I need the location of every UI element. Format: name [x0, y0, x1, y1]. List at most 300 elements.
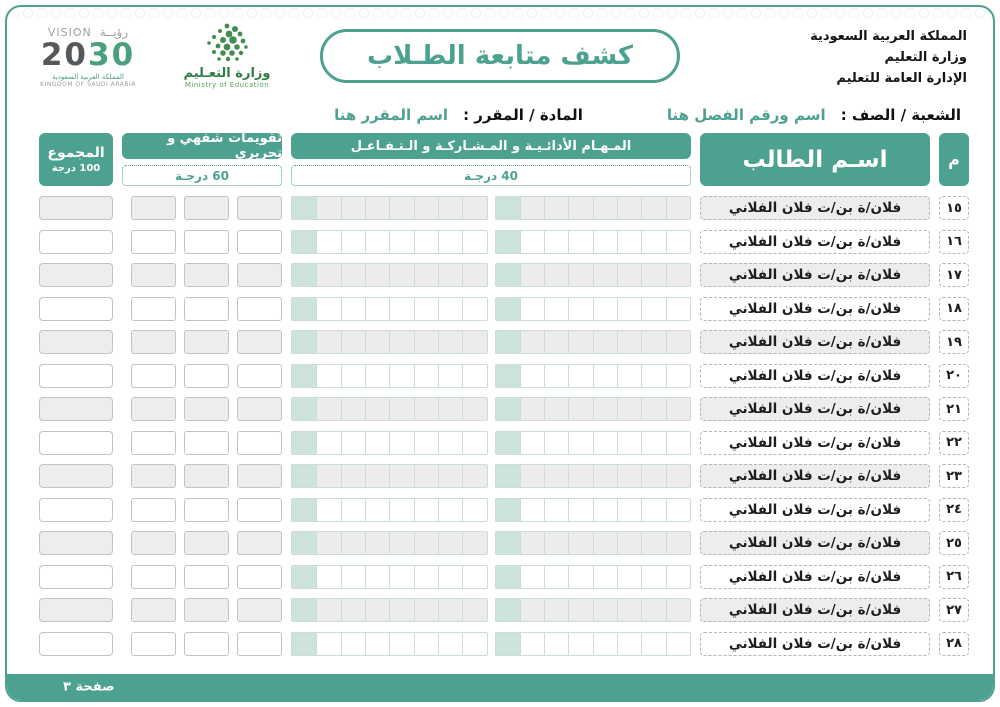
task-cell[interactable] [316, 465, 340, 487]
task-cell[interactable] [462, 432, 486, 454]
task-cell[interactable] [496, 499, 520, 521]
task-cell[interactable] [544, 633, 568, 655]
task-cell[interactable] [365, 633, 389, 655]
assessment-box[interactable] [237, 330, 282, 354]
assessment-box[interactable] [184, 598, 229, 622]
row-number: ٢٨ [939, 632, 969, 656]
task-cell[interactable] [666, 197, 690, 219]
task-cell[interactable] [496, 532, 520, 554]
task-cell[interactable] [462, 599, 486, 621]
task-cell[interactable] [389, 532, 413, 554]
task-cell[interactable] [414, 231, 438, 253]
task-cell[interactable] [568, 298, 592, 320]
task-cell[interactable] [389, 365, 413, 387]
assessment-box[interactable] [237, 364, 282, 388]
assessment-box[interactable] [237, 297, 282, 321]
task-cell[interactable] [666, 365, 690, 387]
task-cell[interactable] [316, 298, 340, 320]
total-box[interactable] [39, 632, 113, 656]
task-cell[interactable] [389, 599, 413, 621]
task-cell[interactable] [641, 599, 665, 621]
task-cell[interactable] [568, 331, 592, 353]
task-cell[interactable] [496, 365, 520, 387]
task-cell[interactable] [520, 465, 544, 487]
task-cell[interactable] [389, 264, 413, 286]
task-cell[interactable] [316, 566, 340, 588]
task-cell[interactable] [365, 599, 389, 621]
task-cell[interactable] [593, 197, 617, 219]
task-cell[interactable] [617, 499, 641, 521]
total-box[interactable] [39, 297, 113, 321]
task-cell[interactable] [462, 499, 486, 521]
task-cell[interactable] [641, 331, 665, 353]
task-cell[interactable] [438, 365, 462, 387]
assessment-box[interactable] [237, 565, 282, 589]
assessment-box[interactable] [237, 531, 282, 555]
task-cell[interactable] [496, 398, 520, 420]
student-name[interactable]: فلان/ة بن/ت فلان الفلاني [700, 297, 930, 321]
assessment-box[interactable] [237, 397, 282, 421]
task-cell[interactable] [617, 599, 641, 621]
task-cell[interactable] [389, 432, 413, 454]
task-cell[interactable] [292, 499, 316, 521]
task-cell[interactable] [365, 566, 389, 588]
task-cell[interactable] [292, 231, 316, 253]
assessment-box[interactable] [184, 263, 229, 287]
task-cell[interactable] [365, 499, 389, 521]
task-cell[interactable] [666, 398, 690, 420]
task-cell[interactable] [365, 197, 389, 219]
task-cell[interactable] [496, 599, 520, 621]
task-cell[interactable] [365, 532, 389, 554]
task-cell[interactable] [617, 465, 641, 487]
task-cell[interactable] [641, 432, 665, 454]
subject-value[interactable]: اسم المقرر هنا [334, 106, 448, 124]
task-cell[interactable] [341, 331, 365, 353]
assessment-box[interactable] [184, 431, 229, 455]
task-cell[interactable] [593, 633, 617, 655]
total-box[interactable] [39, 464, 113, 488]
task-cell[interactable] [414, 331, 438, 353]
task-cell[interactable] [438, 633, 462, 655]
student-name[interactable]: فلان/ة بن/ت فلان الفلاني [700, 397, 930, 421]
task-cell[interactable] [520, 264, 544, 286]
task-cell[interactable] [462, 465, 486, 487]
task-cell[interactable] [316, 499, 340, 521]
assessment-box[interactable] [237, 263, 282, 287]
task-cell[interactable] [496, 432, 520, 454]
task-cell[interactable] [389, 197, 413, 219]
task-cell[interactable] [316, 365, 340, 387]
task-cell[interactable] [462, 398, 486, 420]
task-cell[interactable] [292, 432, 316, 454]
task-cell[interactable] [462, 532, 486, 554]
task-cell[interactable] [462, 197, 486, 219]
assessment-box[interactable] [131, 196, 176, 220]
task-cell[interactable] [292, 264, 316, 286]
task-cell[interactable] [316, 633, 340, 655]
task-cell[interactable] [593, 532, 617, 554]
assessment-box[interactable] [131, 263, 176, 287]
task-cell[interactable] [568, 264, 592, 286]
task-cell[interactable] [462, 365, 486, 387]
task-cell[interactable] [568, 499, 592, 521]
task-cell[interactable] [414, 264, 438, 286]
task-cell[interactable] [389, 298, 413, 320]
assessment-boxes [122, 397, 282, 421]
task-cell[interactable] [316, 197, 340, 219]
total-box[interactable] [39, 397, 113, 421]
task-cell[interactable] [341, 298, 365, 320]
task-cell[interactable] [462, 231, 486, 253]
total-box[interactable] [39, 431, 113, 455]
total-box[interactable] [39, 498, 113, 522]
student-name[interactable]: فلان/ة بن/ت فلان الفلاني [700, 498, 930, 522]
task-cell[interactable] [496, 298, 520, 320]
student-name[interactable]: فلان/ة بن/ت فلان الفلاني [700, 364, 930, 388]
task-cell[interactable] [641, 197, 665, 219]
total-box[interactable] [39, 196, 113, 220]
task-cell[interactable] [544, 499, 568, 521]
task-cell[interactable] [593, 499, 617, 521]
task-cell[interactable] [666, 298, 690, 320]
student-name[interactable]: فلان/ة بن/ت فلان الفلاني [700, 531, 930, 555]
task-cell[interactable] [438, 398, 462, 420]
task-cell[interactable] [438, 432, 462, 454]
task-cell[interactable] [292, 331, 316, 353]
assessment-box[interactable] [237, 431, 282, 455]
student-name[interactable]: فلان/ة بن/ت فلان الفلاني [700, 565, 930, 589]
task-cells [291, 464, 691, 488]
task-cell[interactable] [292, 197, 316, 219]
assessment-box[interactable] [184, 531, 229, 555]
total-box[interactable] [39, 364, 113, 388]
task-cell[interactable] [641, 465, 665, 487]
task-cell[interactable] [438, 465, 462, 487]
task-cell[interactable] [496, 197, 520, 219]
task-cell[interactable] [666, 532, 690, 554]
task-cell[interactable] [292, 566, 316, 588]
task-cell[interactable] [568, 532, 592, 554]
task-cell[interactable] [593, 231, 617, 253]
assessment-box[interactable] [131, 464, 176, 488]
task-cell[interactable] [414, 599, 438, 621]
task-cell[interactable] [520, 398, 544, 420]
task-cell[interactable] [438, 197, 462, 219]
assessment-box[interactable] [131, 297, 176, 321]
task-cell[interactable] [544, 599, 568, 621]
task-cell[interactable] [389, 231, 413, 253]
task-cell[interactable] [496, 465, 520, 487]
task-cell[interactable] [438, 231, 462, 253]
assessment-box[interactable] [237, 464, 282, 488]
task-cell[interactable] [617, 432, 641, 454]
student-name[interactable]: فلان/ة بن/ت فلان الفلاني [700, 464, 930, 488]
task-cell[interactable] [341, 365, 365, 387]
assessment-box[interactable] [131, 330, 176, 354]
total-box[interactable] [39, 531, 113, 555]
task-cell[interactable] [520, 298, 544, 320]
assessment-box[interactable] [131, 397, 176, 421]
task-cell[interactable] [414, 532, 438, 554]
task-cell[interactable] [568, 197, 592, 219]
task-cell[interactable] [568, 231, 592, 253]
task-cell[interactable] [365, 264, 389, 286]
task-cell[interactable] [641, 398, 665, 420]
task-cell[interactable] [316, 264, 340, 286]
task-cell[interactable] [641, 264, 665, 286]
task-cell[interactable] [316, 398, 340, 420]
task-cell[interactable] [414, 432, 438, 454]
task-cell[interactable] [641, 499, 665, 521]
task-cell[interactable] [544, 264, 568, 286]
task-cell[interactable] [520, 365, 544, 387]
task-cell[interactable] [544, 365, 568, 387]
student-name[interactable]: فلان/ة بن/ت فلان الفلاني [700, 330, 930, 354]
task-cell[interactable] [617, 298, 641, 320]
task-cell[interactable] [568, 398, 592, 420]
task-cell[interactable] [462, 633, 486, 655]
task-cell[interactable] [341, 432, 365, 454]
task-cell[interactable] [316, 331, 340, 353]
task-cell[interactable] [341, 532, 365, 554]
task-cell[interactable] [617, 566, 641, 588]
task-cell[interactable] [292, 398, 316, 420]
task-cell[interactable] [414, 633, 438, 655]
task-cell[interactable] [593, 365, 617, 387]
task-cell[interactable] [389, 398, 413, 420]
task-cell[interactable] [593, 398, 617, 420]
task-cell[interactable] [617, 331, 641, 353]
task-cell[interactable] [544, 331, 568, 353]
task-cell[interactable] [593, 298, 617, 320]
task-cell[interactable] [414, 365, 438, 387]
task-cell[interactable] [365, 432, 389, 454]
task-cell[interactable] [617, 633, 641, 655]
task-cell[interactable] [593, 465, 617, 487]
assessment-box[interactable] [237, 196, 282, 220]
task-cell[interactable] [389, 465, 413, 487]
task-cell[interactable] [666, 331, 690, 353]
task-cell[interactable] [462, 264, 486, 286]
assessment-box[interactable] [131, 364, 176, 388]
task-cell[interactable] [389, 566, 413, 588]
task-cell[interactable] [341, 197, 365, 219]
task-cell[interactable] [593, 599, 617, 621]
class-value[interactable]: اسم ورقم الفصل هنا [666, 106, 826, 124]
task-cell[interactable] [617, 398, 641, 420]
assessment-box[interactable] [184, 498, 229, 522]
task-cell[interactable] [292, 465, 316, 487]
task-cell[interactable] [414, 197, 438, 219]
task-cell[interactable] [617, 264, 641, 286]
task-cell[interactable] [316, 231, 340, 253]
task-cell[interactable] [316, 532, 340, 554]
task-cell[interactable] [389, 499, 413, 521]
task-cell[interactable] [544, 231, 568, 253]
total-box[interactable] [39, 330, 113, 354]
assessment-box[interactable] [184, 196, 229, 220]
task-cell[interactable] [365, 298, 389, 320]
task-cell[interactable] [462, 331, 486, 353]
student-name[interactable]: فلان/ة بن/ت فلان الفلاني [700, 196, 930, 220]
task-cell[interactable] [496, 633, 520, 655]
assessment-box[interactable] [184, 297, 229, 321]
task-cell[interactable] [414, 398, 438, 420]
student-name[interactable]: فلان/ة بن/ت فلان الفلاني [700, 431, 930, 455]
task-cell[interactable] [544, 532, 568, 554]
task-cell[interactable] [666, 499, 690, 521]
task-cell[interactable] [341, 231, 365, 253]
task-cell[interactable] [438, 599, 462, 621]
task-cell[interactable] [462, 298, 486, 320]
assessment-box[interactable] [237, 632, 282, 656]
assessment-box[interactable] [131, 498, 176, 522]
task-cell[interactable] [365, 465, 389, 487]
student-name[interactable]: فلان/ة بن/ت فلان الفلاني [700, 230, 930, 254]
total-box[interactable] [39, 598, 113, 622]
task-cell[interactable] [666, 231, 690, 253]
assessment-box[interactable] [131, 431, 176, 455]
task-cell[interactable] [544, 197, 568, 219]
task-cell[interactable] [496, 264, 520, 286]
assessment-box[interactable] [184, 230, 229, 254]
task-cell[interactable] [666, 432, 690, 454]
assessment-box[interactable] [237, 230, 282, 254]
task-cell[interactable] [341, 633, 365, 655]
task-cell[interactable] [666, 465, 690, 487]
task-cell[interactable] [292, 365, 316, 387]
task-cell[interactable] [462, 566, 486, 588]
task-cell[interactable] [520, 599, 544, 621]
task-cell[interactable] [365, 231, 389, 253]
task-cell[interactable] [341, 264, 365, 286]
task-cell[interactable] [641, 231, 665, 253]
task-cell[interactable] [389, 331, 413, 353]
total-box[interactable] [39, 263, 113, 287]
header [7, 7, 993, 99]
task-cell[interactable] [666, 566, 690, 588]
task-cell[interactable] [292, 298, 316, 320]
task-cell[interactable] [496, 231, 520, 253]
task-cell[interactable] [666, 264, 690, 286]
task-cell[interactable] [316, 432, 340, 454]
task-cell[interactable] [438, 566, 462, 588]
assessment-box[interactable] [131, 565, 176, 589]
task-cell[interactable] [544, 298, 568, 320]
task-cell[interactable] [544, 398, 568, 420]
assessment-box[interactable] [184, 330, 229, 354]
assessment-box[interactable] [131, 531, 176, 555]
assessment-box[interactable] [131, 598, 176, 622]
task-cell[interactable] [641, 365, 665, 387]
task-cell[interactable] [292, 633, 316, 655]
task-cell[interactable] [365, 365, 389, 387]
task-cell[interactable] [568, 566, 592, 588]
task-cell[interactable] [520, 566, 544, 588]
task-cell[interactable] [568, 465, 592, 487]
task-cell[interactable] [641, 566, 665, 588]
task-cell[interactable] [365, 398, 389, 420]
task-cell[interactable] [341, 599, 365, 621]
task-cell[interactable] [666, 599, 690, 621]
task-cell[interactable] [414, 298, 438, 320]
total-box[interactable] [39, 565, 113, 589]
task-cell[interactable] [520, 532, 544, 554]
task-cell[interactable] [496, 566, 520, 588]
task-cell[interactable] [341, 499, 365, 521]
task-cell[interactable] [593, 566, 617, 588]
task-cell[interactable] [292, 532, 316, 554]
task-cell[interactable] [568, 599, 592, 621]
task-cell[interactable] [365, 331, 389, 353]
student-name[interactable]: فلان/ة بن/ت فلان الفلاني [700, 263, 930, 287]
assessment-box[interactable] [184, 632, 229, 656]
task-cell[interactable] [438, 499, 462, 521]
task-cell[interactable] [544, 566, 568, 588]
task-cell[interactable] [617, 365, 641, 387]
task-cell[interactable] [414, 566, 438, 588]
assessment-box[interactable] [184, 464, 229, 488]
student-name[interactable]: فلان/ة بن/ت فلان الفلاني [700, 598, 930, 622]
task-cell[interactable] [568, 633, 592, 655]
assessment-box[interactable] [237, 598, 282, 622]
assessment-box[interactable] [184, 364, 229, 388]
task-cell[interactable] [520, 432, 544, 454]
task-cell[interactable] [389, 633, 413, 655]
task-cell[interactable] [568, 432, 592, 454]
task-cell[interactable] [617, 231, 641, 253]
task-cell[interactable] [593, 264, 617, 286]
task-cell[interactable] [520, 499, 544, 521]
task-cell[interactable] [641, 298, 665, 320]
task-cell[interactable] [617, 532, 641, 554]
task-cell[interactable] [414, 465, 438, 487]
task-cell[interactable] [341, 398, 365, 420]
task-cell[interactable] [414, 499, 438, 521]
assessment-box[interactable] [184, 397, 229, 421]
task-cell[interactable] [544, 432, 568, 454]
task-cell[interactable] [617, 197, 641, 219]
task-cell[interactable] [544, 465, 568, 487]
task-cell[interactable] [341, 566, 365, 588]
task-cell[interactable] [316, 599, 340, 621]
assessment-box[interactable] [131, 632, 176, 656]
assessment-box[interactable] [131, 230, 176, 254]
task-cell[interactable] [438, 264, 462, 286]
task-cell[interactable] [666, 633, 690, 655]
total-box[interactable] [39, 230, 113, 254]
student-name[interactable]: فلان/ة بن/ت فلان الفلاني [700, 632, 930, 656]
assessment-box[interactable] [237, 498, 282, 522]
task-cell[interactable] [438, 532, 462, 554]
task-cell[interactable] [593, 331, 617, 353]
task-cell[interactable] [520, 633, 544, 655]
task-cell[interactable] [568, 365, 592, 387]
task-cell[interactable] [520, 197, 544, 219]
task-cell[interactable] [341, 465, 365, 487]
task-cell[interactable] [292, 599, 316, 621]
task-cell[interactable] [520, 331, 544, 353]
task-cell[interactable] [641, 633, 665, 655]
task-cell[interactable] [496, 331, 520, 353]
task-cell[interactable] [593, 432, 617, 454]
task-cell[interactable] [641, 532, 665, 554]
assessment-box[interactable] [184, 565, 229, 589]
task-cell[interactable] [438, 331, 462, 353]
task-cell[interactable] [520, 231, 544, 253]
task-cell[interactable] [438, 298, 462, 320]
